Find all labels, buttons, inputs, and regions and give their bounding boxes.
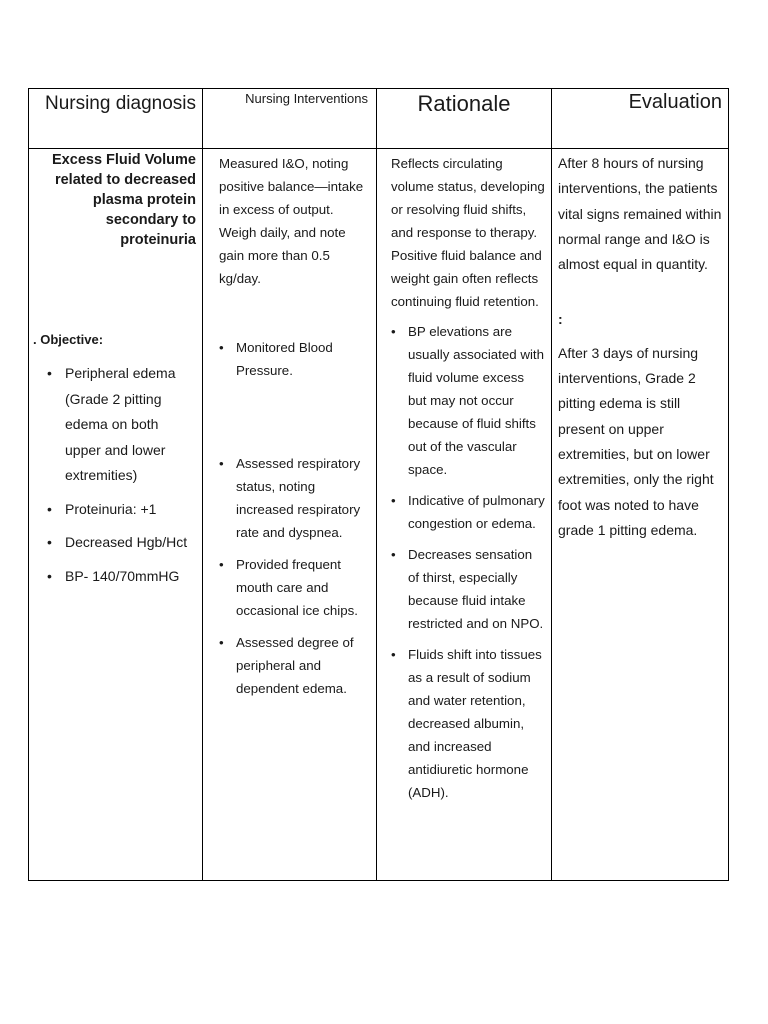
interventions-list: [219, 336, 370, 700]
list-item: • Indicative of pulmonary congestion or edema.: [391, 489, 545, 535]
rationale-cell: [377, 149, 552, 881]
list-item: • Decreases sensation of thirst, especially because fluid intake restricted and on NPO.: [391, 543, 545, 635]
list-item: • BP- 140/70mmHG: [47, 564, 196, 590]
intervention-intro: Measured I&O, noting positive balance—intake in excess of output. Weigh daily, and note gain more than 0.5 kg/day.: [219, 156, 364, 286]
care-plan-table: [28, 88, 729, 881]
list-item: • Monitored Blood Pressure.: [219, 336, 370, 382]
list-item: • Assessed respiratory status, noting increased respiratory rate and dyspnea.: [219, 452, 370, 544]
header-rationale: Rationale: [377, 89, 552, 149]
evaluation-cell: [552, 149, 729, 881]
list-item: • BP elevations are usually associated with fluid volume excess but may not occur because of fluid shifts out of the vascular space.: [391, 320, 545, 481]
header-nursing-diagnosis: Nursing diagnosis: [29, 89, 203, 149]
list-item: • Peripheral edema (Grade 2 pitting edema on both upper and lower extremities): [47, 361, 196, 489]
evaluation-first: After 8 hours of nursing interventions, the patients vital signs remained within normal range and I&O is almost equal in quantity.: [558, 155, 722, 273]
evaluation-colon: :: [558, 311, 563, 328]
objective-label: . Objective:: [33, 332, 104, 347]
list-item: • Proteinuria: +1: [47, 497, 196, 523]
rationale-list: [391, 320, 545, 804]
rationale-intro: Reflects circulating volume status, developing or resolving fluid shifts, and response to therapy. Positive fluid balance and weight gain often reflects continuing fluid retention.: [391, 156, 545, 309]
list-item: • Decreased Hgb/Hct: [47, 530, 196, 556]
evaluation-second: After 3 days of nursing interventions, Grade 2 pitting edema is still present on upper extremities, but on lower extremities, only the right foot was noted to have grade 1 pitting edema.: [558, 344, 714, 538]
interventions-cell: [203, 149, 377, 881]
header-row: [29, 89, 729, 149]
list-item: • Assessed degree of peripheral and dependent edema.: [219, 631, 370, 700]
header-evaluation: Evaluation: [552, 89, 729, 149]
objective-list: [29, 361, 202, 589]
content-row: [29, 149, 729, 881]
list-item: • Provided frequent mouth care and occasional ice chips.: [219, 553, 370, 622]
list-item: • Fluids shift into tissues as a result of sodium and water retention, decreased albumin, and increased antidiuretic hormone (ADH).: [391, 643, 545, 804]
diagnosis-title: Excess Fluid Volume related to decreased plasma protein secondary to proteinuria: [52, 152, 196, 248]
header-nursing-interventions: Nursing Interventions: [203, 89, 377, 149]
diagnosis-cell: [29, 149, 203, 881]
